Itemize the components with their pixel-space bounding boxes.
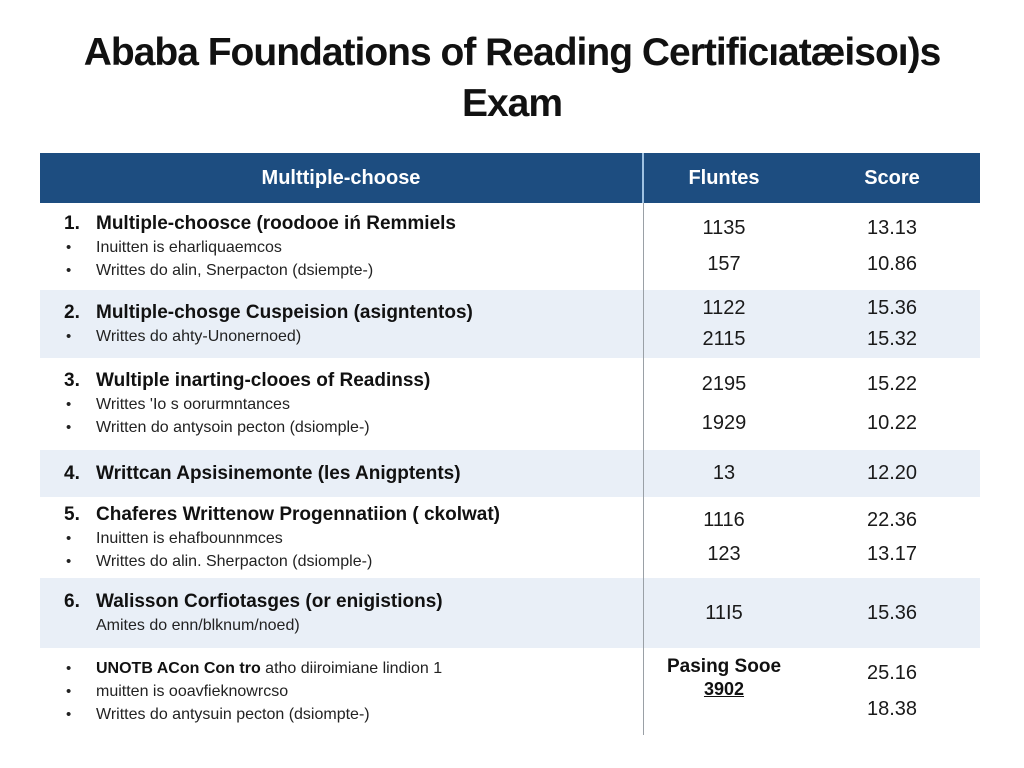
fluntes-cell — [644, 648, 804, 735]
subline-bold-text: UNOTB ACon Con tro — [96, 660, 261, 677]
row-heading — [40, 591, 633, 613]
passing-score-value: 3902 — [703, 679, 745, 699]
table-row — [40, 290, 980, 358]
bullet-icon: • — [66, 683, 72, 700]
row-subline — [40, 615, 633, 636]
exam-table — [40, 153, 980, 735]
row-heading — [40, 463, 633, 485]
score-value: 18.38 — [866, 698, 918, 721]
row-description-cell — [40, 450, 644, 497]
fluntes-cell — [644, 290, 804, 358]
fluntes-cell — [644, 578, 804, 648]
table-header-row — [40, 153, 980, 203]
score-cell — [804, 648, 980, 735]
fluntes-value: 1116 — [703, 508, 745, 531]
page-title-line1: Ababa Foundations of Reading Certificıatæisoı)s — [83, 31, 941, 74]
row-heading — [40, 302, 633, 324]
row-heading-text: Multiple-chosge Cuspeision (asigntentos) — [96, 301, 473, 323]
score-value: 25.16 — [866, 661, 918, 684]
score-value: 15.36 — [866, 601, 918, 624]
header-score: Score — [864, 166, 920, 189]
subline-text: Inuitten is ehafbounnmces — [96, 529, 283, 547]
fluntes-value: 1122 — [702, 297, 746, 320]
row-number: 5. — [64, 503, 80, 525]
bullet-icon: • — [66, 396, 72, 413]
row-number: 6. — [64, 590, 80, 612]
row-subline — [40, 260, 633, 281]
score-value: 22.36 — [866, 508, 918, 531]
row-number: 4. — [64, 462, 80, 484]
bullet-icon: • — [66, 327, 72, 345]
score-value: 10.22 — [866, 411, 918, 434]
table-row — [40, 578, 980, 648]
fluntes-value: 2195 — [701, 373, 747, 396]
row-subline — [40, 417, 633, 438]
row-number: 2. — [64, 301, 80, 323]
row-heading-text: Writtcan Apsisinemonte (les Anigptents) — [96, 462, 461, 484]
subline-text: Writtes do alin. Sherpacton (dsiomple-) — [96, 552, 373, 570]
bullet-icon: • — [66, 261, 72, 279]
bullet-icon: • — [66, 706, 72, 723]
row-subline — [40, 528, 633, 549]
page-title-line2: Exam — [461, 81, 563, 125]
subline-text: Written do antysoin pecton (dsiomple-) — [96, 419, 370, 436]
score-value: 15.32 — [866, 327, 918, 350]
score-cell — [804, 497, 980, 578]
fluntes-cell — [644, 203, 804, 290]
row-description-cell — [40, 358, 644, 450]
table-row — [40, 648, 980, 735]
bullet-icon: • — [66, 660, 72, 677]
bullet-icon: • — [66, 552, 72, 570]
row-heading — [40, 370, 633, 392]
row-subline — [40, 681, 633, 702]
row-subline — [40, 658, 633, 679]
score-cell — [804, 358, 980, 450]
score-value: 15.36 — [866, 297, 918, 320]
row-description-cell — [40, 290, 644, 358]
fluntes-cell — [644, 450, 804, 497]
row-subline — [40, 237, 633, 258]
table-body — [40, 203, 980, 735]
fluntes-value: 13 — [712, 462, 736, 484]
score-value: 15.22 — [866, 373, 918, 396]
score-cell — [804, 450, 980, 497]
row-heading-text: Wultiple inarting-clooes of Readinss) — [96, 370, 431, 391]
row-number: 3. — [64, 370, 80, 391]
row-heading-text: Walisson Corfiotasges (or enigistions) — [96, 590, 443, 612]
fluntes-cell — [644, 358, 804, 450]
score-value: 13.17 — [866, 543, 918, 566]
subline-text: Inuitten is eharliquaemcos — [96, 238, 282, 256]
row-description-cell — [40, 648, 644, 735]
subline-text: Amites do enn/blknum/noed) — [96, 616, 300, 634]
score-cell — [804, 203, 980, 290]
row-subline — [40, 551, 633, 572]
score-value: 10.86 — [866, 253, 918, 276]
page-title — [0, 28, 1024, 129]
fluntes-value: 2115 — [702, 327, 746, 350]
subline-text: Writtes do alin, Snerpacton (dsiempte-) — [96, 261, 374, 279]
fluntes-value: 1929 — [701, 411, 747, 434]
fluntes-value: 123 — [707, 543, 741, 566]
subline-text: UNOTB ACon Con tro atho diiroimiane lindion 1 — [96, 660, 443, 677]
table-row — [40, 358, 980, 450]
subline-text: muitten is ooavfieknowrcso — [96, 683, 289, 700]
row-number: 1. — [64, 212, 80, 234]
score-value: 12.20 — [866, 462, 918, 484]
fluntes-value: 1135 — [702, 216, 746, 239]
row-description-cell — [40, 203, 644, 290]
score-cell — [804, 290, 980, 358]
row-heading — [40, 504, 633, 526]
row-heading-text: Chaferes Writtenow Progennatiion ( ckolwat) — [96, 503, 500, 525]
row-subline — [40, 394, 633, 415]
row-heading-text: Multiple-choosce (roodooe iń Remmiels — [96, 212, 456, 234]
table-row — [40, 203, 980, 290]
fluntes-value: 157 — [707, 253, 741, 276]
row-description-cell — [40, 578, 644, 648]
table-row — [40, 450, 980, 497]
bullet-icon: • — [66, 529, 72, 547]
bullet-icon: • — [66, 419, 72, 436]
header-multiple-choose: Multtiple-choose — [40, 153, 644, 203]
subline-text: Writtes do ahty-Unonernoed) — [96, 327, 302, 345]
subline-text: Writtes 'Io s oorurmntances — [96, 396, 290, 413]
score-cell — [804, 578, 980, 648]
header-fluntes: Fluntes — [688, 166, 760, 189]
fluntes-cell — [644, 497, 804, 578]
bullet-icon: • — [66, 238, 72, 256]
table-row — [40, 497, 980, 578]
fluntes-value: 11I5 — [705, 601, 743, 624]
score-value: 13.13 — [866, 216, 918, 239]
passing-score-label: Pasing Sooe — [666, 656, 782, 677]
row-heading — [40, 213, 633, 235]
row-subline — [40, 326, 633, 347]
subline-text: Writtes do antysuin pecton (dsiompte-) — [96, 706, 370, 723]
row-description-cell — [40, 497, 644, 578]
row-subline — [40, 704, 633, 725]
